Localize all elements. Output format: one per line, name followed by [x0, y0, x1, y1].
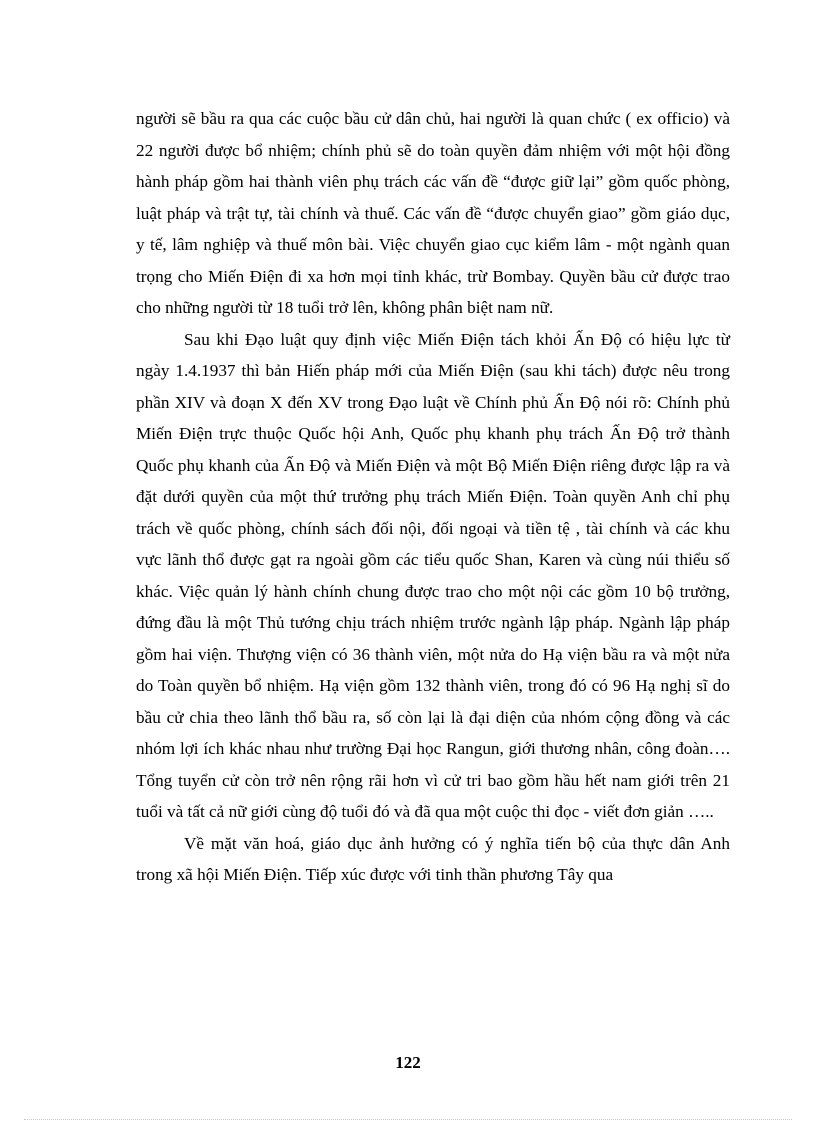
paragraph-1: người sẽ bầu ra qua các cuộc bầu cử dân chủ, hai người là quan chức ( ex officio) và 22 người được bổ nhiệm; chính phủ sẽ do toàn quyền đảm nhiệm với một hội đồng hành pháp gồm hai thành viên phụ trách các vấn đề “được giữ lại” gồm quốc phòng, luật pháp và trật tự, tài chính và thuế. Các vấn đề “được chuyển giao” gồm giáo dục, y tế, lâm nghiệp và thuế môn bài. Việc chuyển giao cục kiểm lâm - một ngành quan trọng cho Miến Điện đi xa hơn mọi tỉnh khác, trừ Bombay. Quyền bầu cử được trao cho những người từ 18 tuổi trở lên, không phân biệt nam nữ.: [136, 109, 730, 317]
body-text: [136, 103, 730, 891]
paragraph-2: Sau khi Đạo luật quy định việc Miến Điện tách khỏi Ấn Độ có hiệu lực từ ngày 1.4.1937 thì bản Hiến pháp mới của Miến Điện (sau khi tách) được nêu trong phần XIV và đoạn X đến XV trong Đạo luật về Chính phủ Ấn Độ nói rõ: Chính phủ Miến Điện trực thuộc Quốc hội Anh, Quốc phụ khanh phụ trách Ấn Độ trở thành Quốc phụ khanh của Ấn Độ và Miến Điện và một Bộ Miến Điện riêng được lập ra và đặt dưới quyền của một thứ trưởng phụ trách Miến Điện. Toàn quyền Anh chỉ phụ trách về quốc phòng, chính sách đối nội, đối ngoại và tiền tệ , tài chính và các khu vực lãnh thổ được gạt ra ngoài gồm các tiểu quốc Shan, Karen và cùng núi thiểu số khác. Việc quản lý hành chính chung được trao cho một nội các gồm 10 bộ trưởng, đứng đầu là một Thủ tướng chịu trách nhiệm trước ngành lập pháp. Ngành lập pháp gồm hai viện. Thượng viện có 36 thành viên, một nửa do Hạ viện bầu ra và một nửa do Toàn quyền bổ nhiệm. Hạ viện gồm 132 thành viên, trong đó có 96 Hạ nghị sĩ do bầu cử chia theo lãnh thổ bầu ra, số còn lại là đại diện của nhóm cộng đồng và các nhóm lợi ích khác nhau như trường Đại học Rangun, giới thương nhân, công đoàn…. Tổng tuyển cử còn trở nên rộng rãi hơn vì cử tri bao gồm hầu hết nam giới trên 21 tuổi và tất cả nữ giới cùng độ tuổi đó và đã qua một cuộc thi đọc - viết đơn giản …..: [136, 329, 730, 821]
paragraph-3: Về mặt văn hoá, giáo dục ảnh hưởng có ý nghĩa tiến bộ của thực dân Anh trong xã hội Miến Điện. Tiếp xúc được với tinh thần phương Tây qua: [136, 833, 730, 884]
footer-divider: [24, 1119, 792, 1120]
page-number: 122: [395, 1053, 421, 1072]
